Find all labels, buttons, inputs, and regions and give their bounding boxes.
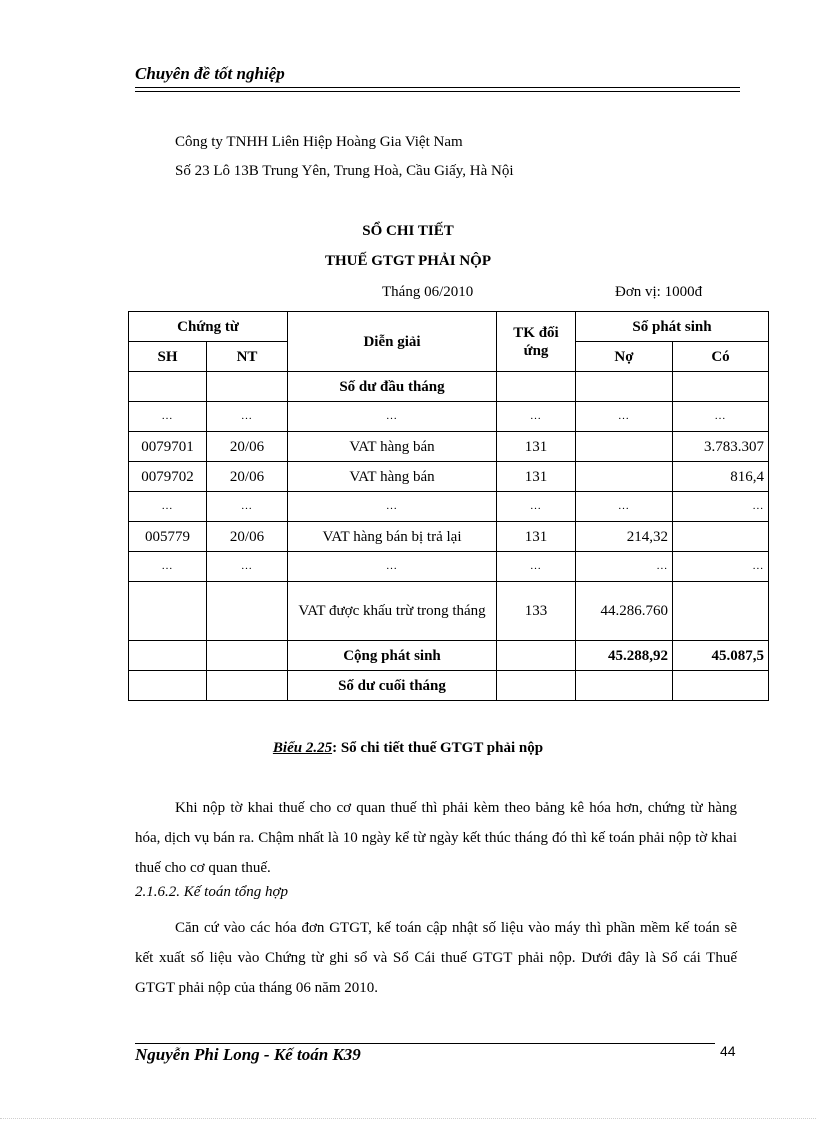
cell-sh <box>129 372 207 402</box>
header-debit: Nợ <box>576 342 673 372</box>
company-name: Công ty TNHH Liên Hiệp Hoàng Gia Việt Nam <box>175 134 463 150</box>
header-account: TK đối ứng <box>497 312 576 372</box>
table-header-row <box>129 312 769 342</box>
caption-text: : Sổ chi tiết thuế GTGT phải nộp <box>332 740 544 756</box>
cell-desc: Cộng phát sinh <box>288 641 497 671</box>
header-rule-double <box>135 91 740 92</box>
header-nt: NT <box>207 342 288 372</box>
cell-nt: 20/06 <box>207 522 288 552</box>
cell-sh: 0079702 <box>129 462 207 492</box>
cell-credit <box>673 372 769 402</box>
cell-acc <box>497 641 576 671</box>
cell-acc: ... <box>497 552 576 582</box>
cell-credit: 45.087,5 <box>673 641 769 671</box>
cell-debit: 214,32 <box>576 522 673 552</box>
company-address: Số 23 Lô 13B Trung Yên, Trung Hoà, Cầu Giấy, Hà Nội <box>175 163 514 179</box>
cell-credit <box>673 671 769 701</box>
cell-debit: ... <box>576 552 673 582</box>
cell-nt: ... <box>207 492 288 522</box>
cell-debit <box>576 462 673 492</box>
cell-sh: 005779 <box>129 522 207 552</box>
page-edge <box>0 1118 816 1119</box>
cell-nt <box>207 372 288 402</box>
cell-desc: VAT được khấu trừ trong tháng <box>288 582 497 641</box>
cell-sh <box>129 582 207 641</box>
cell-desc: Số dư cuối tháng <box>288 671 497 701</box>
ledger-unit: Đơn vị: 1000đ <box>615 284 703 300</box>
cell-nt: ... <box>207 552 288 582</box>
cell-sh <box>129 671 207 701</box>
table-row <box>129 552 769 582</box>
cell-credit: ... <box>673 552 769 582</box>
cell-nt <box>207 671 288 701</box>
cell-credit: ... <box>673 492 769 522</box>
ledger-title: SỔ CHI TIẾT <box>362 223 454 239</box>
section-heading: 2.1.6.2. Kế toán tổng hợp <box>135 884 289 900</box>
cell-debit <box>576 372 673 402</box>
cell-sh: ... <box>129 402 207 432</box>
paragraph-2: Căn cứ vào các hóa đơn GTGT, kế toán cập nhật số liệu vào máy thì phần mềm kế toán sẽ kết xuất số liệu vào Chứng từ ghi sổ và Sổ Cái thuế GTGT phải nộp. Dưới đây là Sổ cái Thuế GTGT phải nộp của tháng 06 năm 2010. <box>135 920 737 996</box>
cell-acc <box>497 372 576 402</box>
cell-debit: ... <box>576 492 673 522</box>
cell-desc: ... <box>288 402 497 432</box>
cell-credit: 816,4 <box>673 462 769 492</box>
table-row <box>129 372 769 402</box>
cell-desc: VAT hàng bán <box>288 462 497 492</box>
table-row <box>129 402 769 432</box>
cell-sh: ... <box>129 492 207 522</box>
cell-desc: Số dư đầu tháng <box>288 372 497 402</box>
caption-label: Biểu 2.25 <box>272 740 333 756</box>
ledger-table <box>128 311 769 701</box>
cell-debit: 44.286.760 <box>576 582 673 641</box>
cell-debit: 45.288,92 <box>576 641 673 671</box>
cell-credit: ... <box>673 402 769 432</box>
ledger-subtitle: THUẾ GTGT PHẢI NỘP <box>325 253 491 269</box>
cell-credit <box>673 582 769 641</box>
cell-nt: 20/06 <box>207 462 288 492</box>
cell-credit <box>673 522 769 552</box>
page-number: 44 <box>720 1043 736 1059</box>
header-sh: SH <box>129 342 207 372</box>
header-rule <box>135 87 740 88</box>
cell-desc: VAT hàng bán bị trả lại <box>288 522 497 552</box>
table-row <box>129 671 769 701</box>
header-voucher: Chứng từ <box>129 312 288 342</box>
cell-acc: ... <box>497 402 576 432</box>
table-row <box>129 462 769 492</box>
cell-nt: 20/06 <box>207 432 288 462</box>
cell-nt: ... <box>207 402 288 432</box>
table-row <box>129 432 769 462</box>
table-row <box>129 492 769 522</box>
cell-debit <box>576 432 673 462</box>
cell-sh: ... <box>129 552 207 582</box>
table-caption <box>0 740 816 757</box>
header-description: Diễn giải <box>288 312 497 372</box>
cell-acc: 131 <box>497 522 576 552</box>
cell-acc <box>497 671 576 701</box>
table-row-total <box>129 641 769 671</box>
cell-credit: 3.783.307 <box>673 432 769 462</box>
ledger-month: Tháng 06/2010 <box>382 284 474 300</box>
cell-desc: VAT hàng bán <box>288 432 497 462</box>
table-row <box>129 522 769 552</box>
cell-nt <box>207 582 288 641</box>
cell-nt <box>207 641 288 671</box>
footer-rule <box>135 1043 715 1044</box>
cell-acc: 131 <box>497 462 576 492</box>
cell-acc: 131 <box>497 432 576 462</box>
cell-sh: 0079701 <box>129 432 207 462</box>
footer-author: Nguyễn Phi Long - Kế toán K39 <box>135 1045 361 1064</box>
cell-acc: ... <box>497 492 576 522</box>
header-amount: Số phát sinh <box>576 312 769 342</box>
paragraph-1: Khi nộp tờ khai thuế cho cơ quan thuế thì phải kèm theo bảng kê hóa hơn, chứng từ hàng hóa, dịch vụ bán ra. Chậm nhất là 10 ngày kể từ ngày kết thúc tháng đó thì kế toán phải nộp tờ khai thuế cho cơ quan thuế. <box>135 800 737 876</box>
cell-debit <box>576 671 673 701</box>
cell-desc: ... <box>288 552 497 582</box>
table-row <box>129 582 769 641</box>
cell-sh <box>129 641 207 671</box>
cell-desc: ... <box>288 492 497 522</box>
cell-debit: ... <box>576 402 673 432</box>
header-credit: Có <box>673 342 769 372</box>
cell-acc: 133 <box>497 582 576 641</box>
header-title: Chuyên đề tốt nghiệp <box>135 64 285 83</box>
